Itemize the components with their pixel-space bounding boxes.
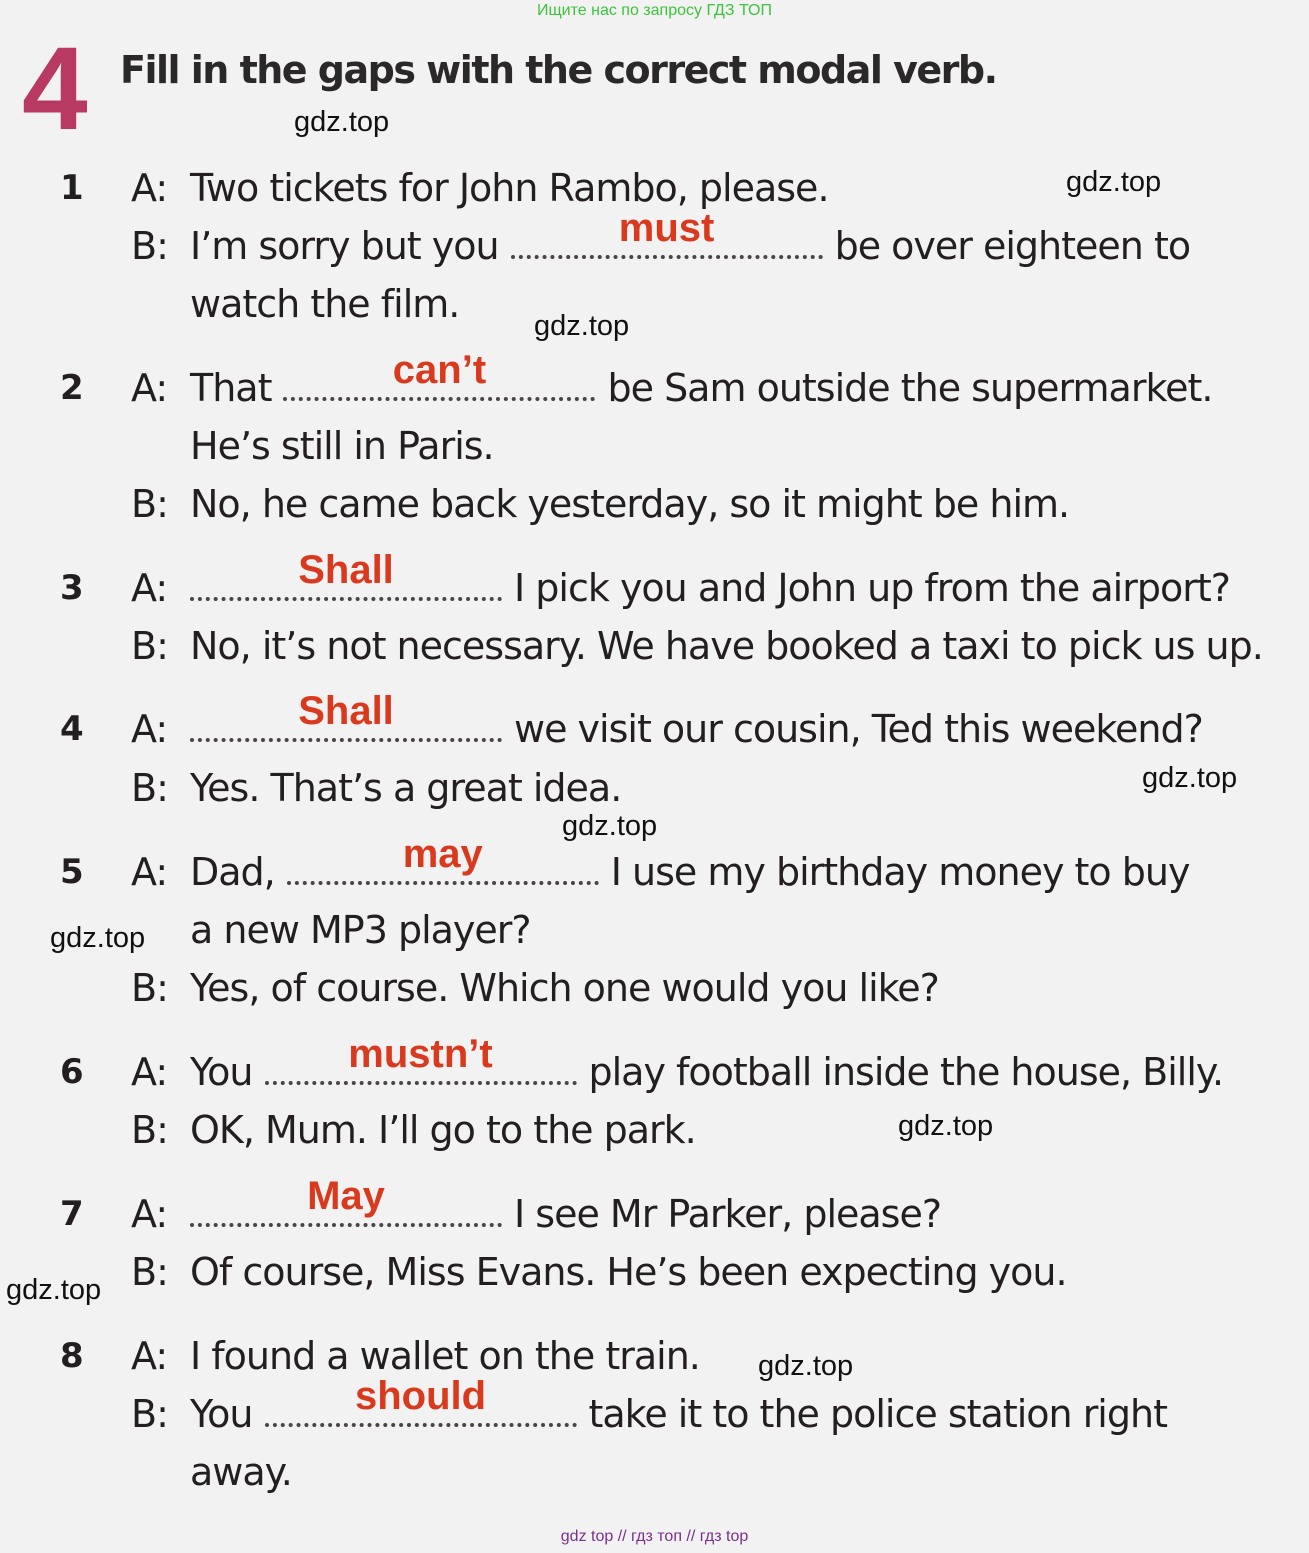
answer-gap — [190, 689, 502, 742]
speaker-label: B: — [131, 1108, 168, 1152]
answer-text: Shall — [298, 548, 394, 592]
item-6-line-a — [0, 1032, 1309, 1102]
speaker-label: A: — [131, 1050, 168, 1094]
line-text: we visit our cousin, Ted this weekend? — [514, 707, 1203, 751]
answer-text: should — [354, 1374, 487, 1418]
item-5-line-b — [0, 904, 1309, 960]
answer-text: May — [307, 1174, 385, 1218]
item-number: 3 — [60, 568, 84, 608]
item-number: 7 — [60, 1194, 84, 1234]
item-number: 6 — [60, 1052, 84, 1092]
line-text: play football inside the house, Billy. — [588, 1050, 1224, 1094]
item-8-line-c — [0, 1446, 1309, 1502]
line-text: take it to the police station right — [588, 1392, 1167, 1436]
answer-text: must — [618, 206, 715, 250]
item-7-line-a — [0, 1174, 1309, 1244]
line-text: He’s still in Paris. — [190, 424, 494, 468]
answer-gap — [283, 348, 595, 401]
item-4-line-a — [0, 689, 1309, 759]
item-5-line-a — [0, 832, 1309, 902]
speaker-label: A: — [131, 566, 168, 610]
watermark: gdz.top — [294, 106, 390, 138]
speaker-label: B: — [131, 1250, 168, 1294]
top-banner: Ищите нас по запросу ГДЗ ТОП — [537, 2, 772, 19]
exercise-instruction: Fill in the gaps with the correct modal verb. — [120, 48, 997, 92]
line-text: be Sam outside the supermarket. — [607, 366, 1213, 410]
speaker-label: A: — [131, 166, 168, 210]
answer-gap — [190, 548, 502, 601]
item-3-line-b — [0, 620, 1309, 676]
speaker-label: A: — [131, 1334, 168, 1378]
speaker-label: B: — [131, 1392, 168, 1436]
item-number: 1 — [60, 168, 84, 208]
item-number: 5 — [60, 852, 84, 892]
speaker-label: B: — [131, 482, 168, 526]
line-text: That — [190, 366, 272, 410]
line-text: Of course, Miss Evans. He’s been expecting you. — [190, 1250, 1067, 1294]
line-text: be over eighteen to — [834, 224, 1191, 268]
exercise-number: 4 — [22, 23, 88, 155]
line-text: I pick you and John up from the airport? — [514, 566, 1230, 610]
item-8-line-b — [0, 1374, 1309, 1444]
item-1-line-c — [0, 278, 1309, 334]
line-text: I use my birthday money to buy — [610, 850, 1190, 894]
item-5-line-c — [0, 962, 1309, 1018]
answer-text: Shall — [298, 689, 394, 733]
watermark: gdz.top — [534, 310, 630, 342]
item-2-line-b — [0, 420, 1309, 476]
speaker-label: A: — [131, 850, 168, 894]
item-3-line-a — [0, 548, 1309, 618]
watermark: gdz.top — [898, 1110, 994, 1142]
watermark: gdz.top — [6, 1274, 102, 1306]
item-1-line-b — [0, 206, 1309, 276]
line-text: You — [190, 1392, 253, 1436]
watermark: gdz.top — [50, 922, 146, 954]
item-7-line-b — [0, 1246, 1309, 1302]
answer-text: mustn’t — [348, 1032, 493, 1076]
line-text: I see Mr Parker, please? — [514, 1192, 942, 1236]
item-6-line-b — [0, 1104, 1309, 1160]
speaker-label: B: — [131, 966, 168, 1010]
answer-text: can’t — [392, 348, 487, 392]
speaker-label: B: — [131, 766, 168, 810]
line-text: No, he came back yesterday, so it might be him. — [190, 482, 1070, 526]
speaker-label: A: — [131, 1192, 168, 1236]
speaker-label: B: — [131, 224, 168, 268]
speaker-label: A: — [131, 366, 168, 410]
line-text: No, it’s not necessary. We have booked a taxi to pick us up. — [190, 624, 1263, 668]
item-2-line-c — [0, 478, 1309, 534]
item-8-line-a — [0, 1330, 1309, 1386]
line-text: OK, Mum. I’ll go to the park. — [190, 1108, 696, 1152]
item-number: 2 — [60, 368, 84, 408]
line-text: a new MP3 player? — [190, 908, 531, 952]
answer-gap — [190, 1174, 502, 1227]
answer-gap — [265, 1374, 577, 1427]
item-number: 4 — [60, 709, 84, 749]
bottom-banner: gdz top // гдз топ // гдз top — [560, 1528, 749, 1545]
line-text: Yes. That’s a great idea. — [190, 766, 622, 810]
watermark: gdz.top — [562, 810, 658, 842]
line-text: You — [190, 1050, 253, 1094]
watermark: gdz.top — [758, 1350, 854, 1382]
line-text: I’m sorry but you — [190, 224, 499, 268]
item-number: 8 — [60, 1336, 84, 1376]
answer-gap — [511, 206, 823, 259]
watermark: gdz.top — [1142, 762, 1238, 794]
line-text: Dad, — [190, 850, 275, 894]
line-text: I found a wallet on the train. — [190, 1334, 700, 1378]
answer-text: may — [402, 832, 483, 876]
speaker-label: B: — [131, 624, 168, 668]
line-text: Yes, of course. Which one would you like? — [190, 966, 939, 1010]
line-text: Two tickets for John Rambo, please. — [190, 166, 829, 210]
watermark: gdz.top — [1066, 166, 1162, 198]
speaker-label: A: — [131, 707, 168, 751]
line-text: watch the film. — [190, 282, 460, 326]
item-2-line-a — [0, 348, 1309, 418]
answer-gap — [265, 1032, 577, 1085]
line-text: away. — [190, 1450, 292, 1494]
answer-gap — [287, 832, 599, 885]
